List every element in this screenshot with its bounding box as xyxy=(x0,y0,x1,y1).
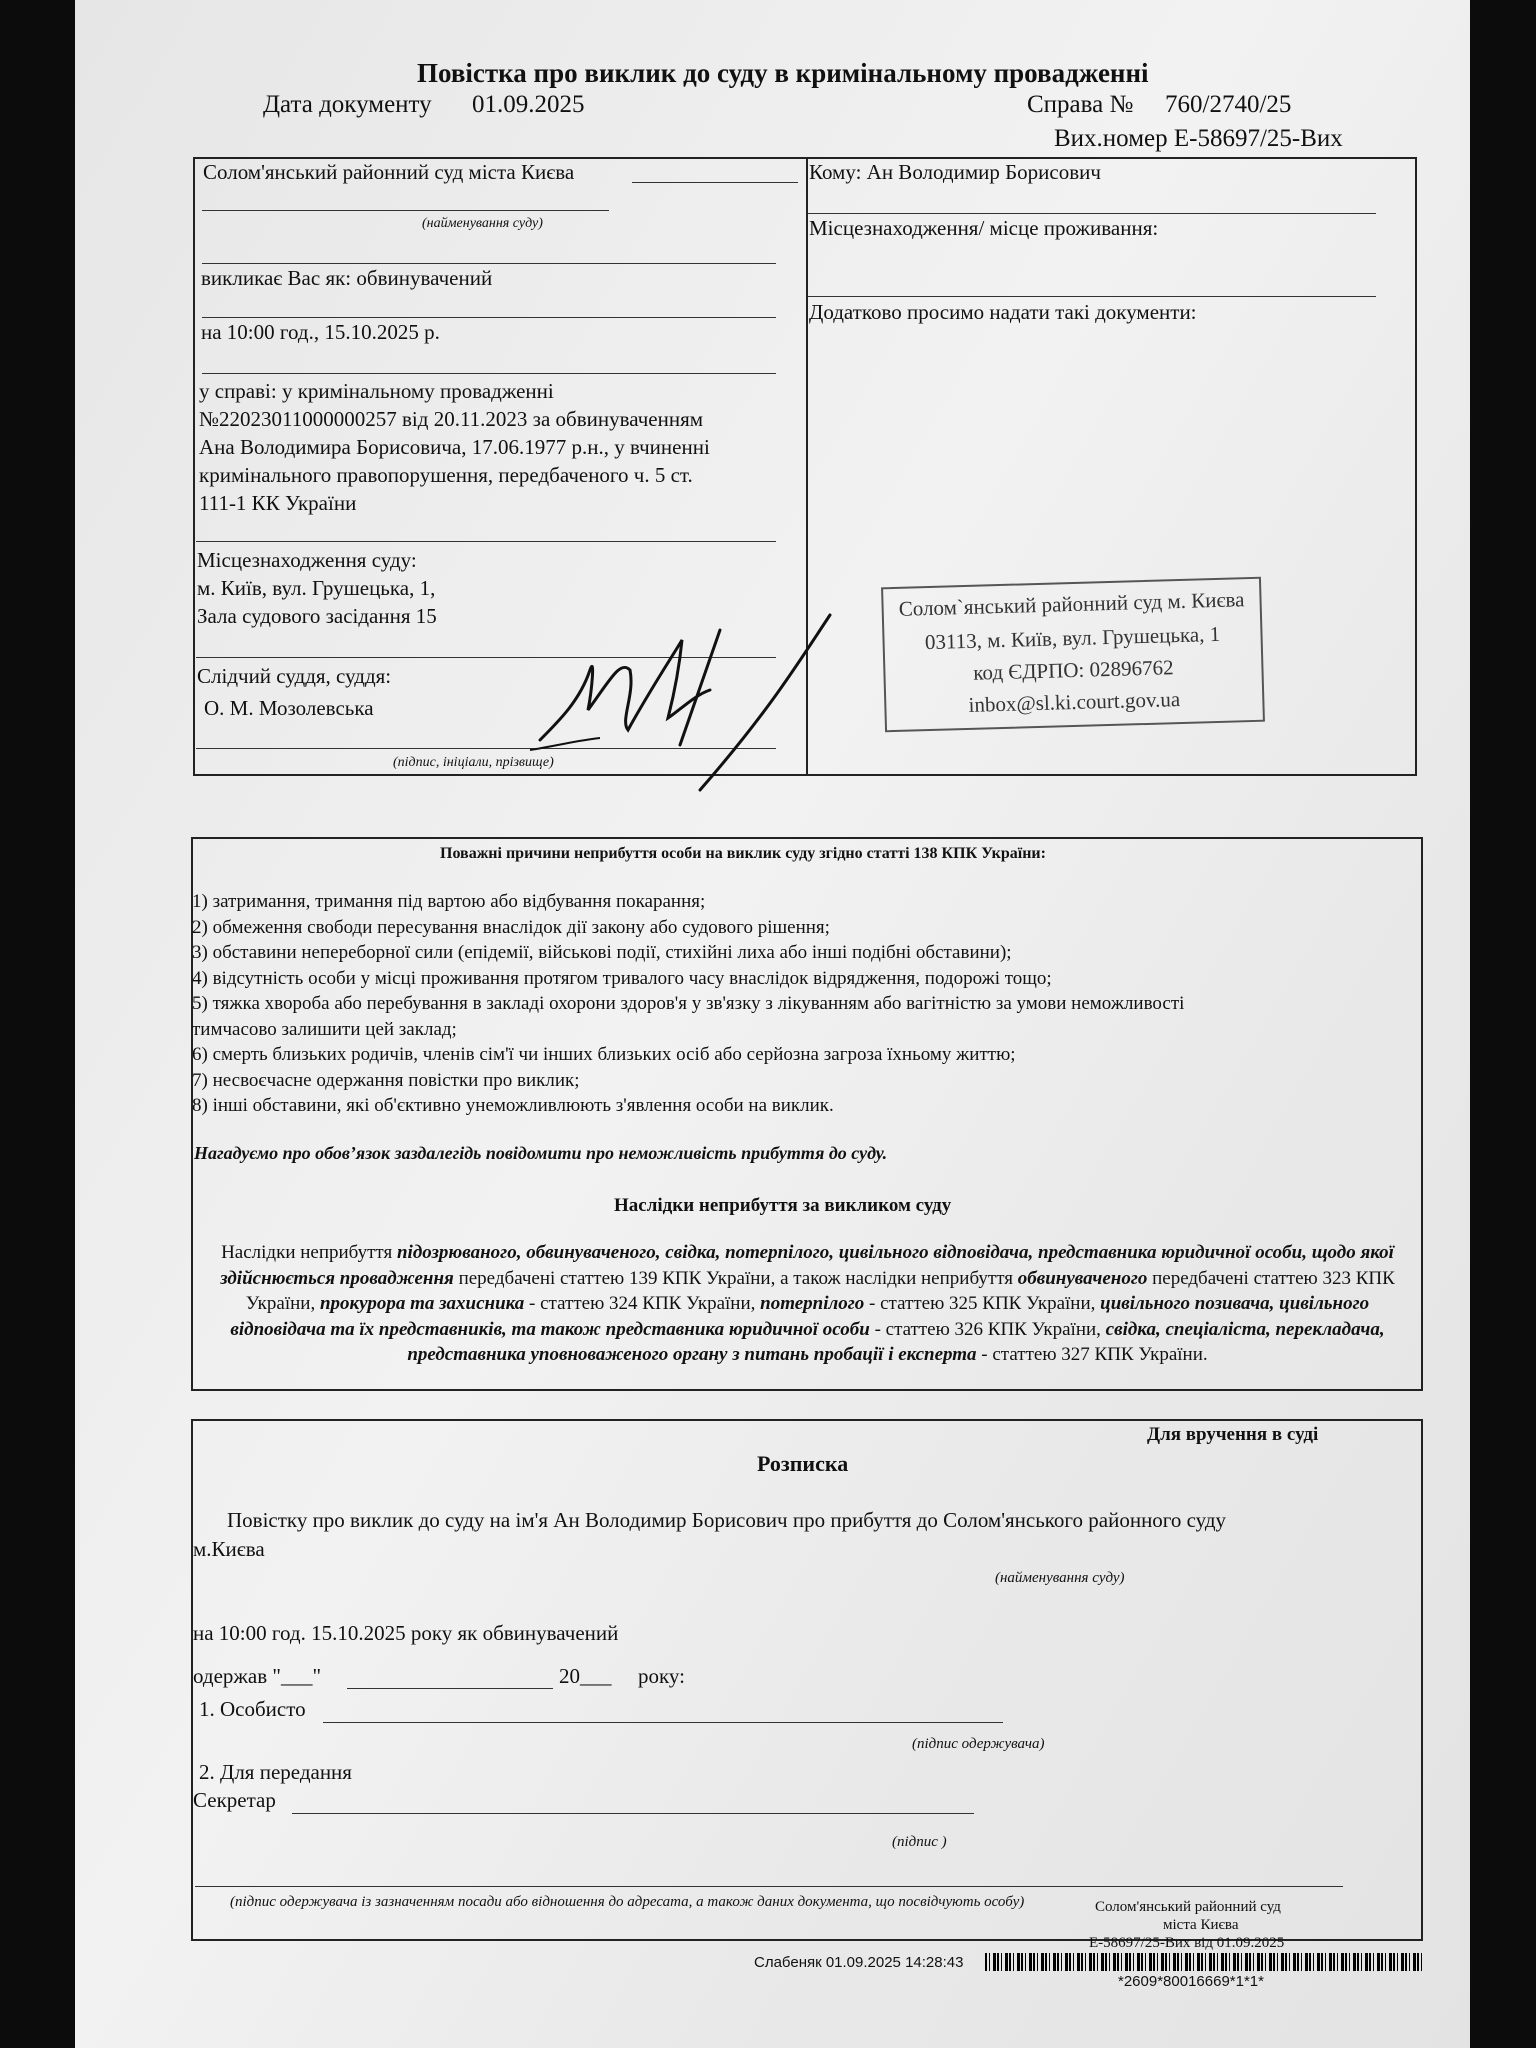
receipt-box xyxy=(191,1419,1423,1941)
consequences-emphasis: свідка, спеціаліста, перекладача, представника уповноваженого органу з питань пробації і експерта xyxy=(407,1318,1385,1365)
court-stamp xyxy=(881,577,1265,733)
consequences-part: Наслідки неприбуття xyxy=(221,1242,397,1263)
document-title: Повістка про виклик до суду в кримінальному провадженні xyxy=(417,58,1149,88)
personal-label: 1. Особисто xyxy=(199,1697,306,1721)
barcode-icon xyxy=(985,1953,1425,1971)
receipt-title: Розписка xyxy=(757,1451,849,1476)
case-line: Ана Володимира Борисовича, 17.06.1977 р.н., у вчиненні xyxy=(199,435,710,459)
recipient-sign-caption: (підпис одержувача) xyxy=(912,1736,1045,1752)
addressee: Кому: Ан Володимир Борисович xyxy=(809,160,1101,184)
case-line: у справі: у кримінальному провадженні xyxy=(199,379,554,403)
case-description xyxy=(199,377,799,517)
receipt-time: на 10:00 год. 15.10.2025 року як обвинувачений xyxy=(193,1621,619,1645)
sign-caption: (підпис ) xyxy=(892,1834,947,1850)
for-delivery-label: Для вручення в суді xyxy=(1147,1424,1319,1445)
secretary-label: Секретар xyxy=(193,1788,276,1812)
reason-item: 4) відсутність особи у місці проживання протягом тривалого часу внаслідок відрядження, подорожі тощо; xyxy=(192,967,1052,989)
registry-court-line1: Солом'янський районний суд xyxy=(1095,1899,1281,1915)
reason-item: 5) тяжка хвороба або перебування в закладі охорони здоров'я у зв'язку з лікуванням або вагітністю за умови неможливості xyxy=(192,993,1185,1014)
location-label: Місцезнаходження суду: xyxy=(197,548,417,572)
reason-item: 3) обставини непереборної сили (епідемії, військові події, стихійні лиха або інші подібні обставини); xyxy=(192,942,1012,963)
court-name-line2 xyxy=(202,210,609,211)
consequences-part: - статтею 326 КПК України, xyxy=(869,1318,1106,1340)
reason-item: 7) несвоєчасне одержання повістки про виклик; xyxy=(192,1069,580,1091)
stamp-line: inbox@sl.ki.court.gov.ua xyxy=(968,687,1181,717)
judge-name: О. М. Мозолевська xyxy=(204,696,374,720)
judge-label: Слідчий суддя, суддя: xyxy=(197,664,392,688)
rule-r1 xyxy=(808,213,1376,214)
date-label: Дата документу xyxy=(263,91,432,118)
court-name: Солом'янський районний суд міста Києва xyxy=(203,160,575,184)
consequences-part: - статтею 324 КПК України, xyxy=(524,1293,761,1314)
footer-line xyxy=(195,1886,1343,1887)
stamp-line: Солом`янський районний суд м. Києва xyxy=(898,587,1245,621)
judge-signature xyxy=(520,600,890,800)
consequences-title: Наслідки неприбуття за викликом суду xyxy=(614,1195,952,1216)
registry-court-line2: міста Києва xyxy=(1163,1917,1239,1933)
documents-label: Додатково просимо надати такі документи: xyxy=(809,300,1197,324)
rule-1 xyxy=(202,263,776,264)
barcode-text: *2609*80016669*1*1* xyxy=(1118,1973,1264,1990)
year-prefix: 20___ xyxy=(559,1664,612,1688)
date-value: 01.09.2025 xyxy=(472,91,585,118)
consequences-part: - статтею 327 КПК України. xyxy=(976,1344,1208,1365)
consequences-emphasis: обвинуваченого xyxy=(1017,1267,1148,1289)
reason-item: 8) інші обставини, які об'єктивно унеможливлюють з'явлення особи на виклик. xyxy=(192,1095,834,1116)
reasons-title: Поважні причини неприбуття особи на виклик суду згідно статті 138 КПК України: xyxy=(440,845,1046,862)
registry-number: Е-58697/25-Вих від 01.09.2025 xyxy=(1089,1935,1285,1951)
received-date-line xyxy=(347,1688,553,1689)
case-line: кримінального правопорушення, передбаченого ч. 5 ст. xyxy=(199,463,693,487)
courtroom: Зала судового засідання 15 xyxy=(197,604,437,628)
reason-item: 2) обмеження свободи пересування внаслідок дії закону або судового рішення; xyxy=(192,916,830,938)
year-word: року: xyxy=(638,1664,685,1688)
stamp-line: код ЄДРПО: 02896762 xyxy=(973,655,1174,685)
personal-line xyxy=(323,1722,1003,1723)
consequences-text xyxy=(200,1240,1415,1368)
secretary-line xyxy=(292,1813,974,1814)
case-number: 760/2740/25 xyxy=(1165,91,1292,118)
signature-caption: (підпис, ініціали, прізвище) xyxy=(393,755,554,770)
reasons-list xyxy=(192,889,1184,1119)
consequences-emphasis: цивільного позивача, цивільного відповідача та їх представників, та також представника юридичної особи xyxy=(230,1293,1370,1340)
consequences-emphasis: прокурора та захисника xyxy=(319,1293,525,1314)
receipt-line: Повістку про виклик до суду на ім'я Ан Володимир Борисович про прибуття до Солом'янського районного суду xyxy=(227,1508,1227,1532)
summons-role: викликає Вас як: обвинувачений xyxy=(201,266,493,290)
rule-r2 xyxy=(808,296,1376,297)
consequences-part: - статтею 325 КПК України, xyxy=(864,1293,1101,1314)
reason-item: 6) смерть близьких родичів, членів сім'ї чи інших близьких осіб або серйозна загроза їхньому життю; xyxy=(192,1044,1016,1065)
receipt-court: м.Києва xyxy=(193,1537,265,1561)
rule-3 xyxy=(202,373,776,374)
footer-caption: (підпис одержувача із зазначенням посади або відношення до адресата, а також даних документа, що посвідчують особу) xyxy=(230,1894,1025,1910)
transfer-label: 2. Для передання xyxy=(199,1760,352,1784)
reason-item: тимчасово залишити цей заклад; xyxy=(192,1018,457,1040)
stamp-line: 03113, м. Київ, вул. Грушецька, 1 xyxy=(924,621,1221,655)
court-caption: (найменування суду) xyxy=(422,216,543,231)
consequences-part: передбачені статтею 323 КПК України, xyxy=(245,1267,1395,1314)
residence-label: Місцезнаходження/ місце проживання: xyxy=(809,216,1159,240)
printed-by: Слабеняк 01.09.2025 14:28:43 xyxy=(754,1954,964,1971)
case-line: 111-1 КК України xyxy=(199,491,357,515)
case-label: Справа № xyxy=(1027,91,1134,118)
court-name-underline xyxy=(632,182,798,183)
consequences-emphasis: потерпілого xyxy=(760,1293,865,1314)
hearing-time: на 10:00 год., 15.10.2025 р. xyxy=(201,320,440,344)
consequences-emphasis: підозрюваного, обвинуваченого, свідка, потерпілого, цивільного відповідача, представника юридичної особи, щодо якої здійснюється провадження xyxy=(220,1242,1394,1289)
outgoing-number: Вих.номер Е-58697/25-Вих xyxy=(1054,125,1343,152)
rule-2 xyxy=(202,317,776,318)
rule-4 xyxy=(196,541,776,542)
case-line: №22023011000000257 від 20.11.2023 за обвинуваченням xyxy=(199,407,704,431)
reason-item: 1) затримання, тримання під вартою або відбування покарання; xyxy=(192,891,706,912)
receipt-court-caption: (найменування суду) xyxy=(995,1570,1125,1586)
reminder-text: Нагадуємо про обов’язок заздалегідь повідомити про неможливість прибуття до суду. xyxy=(194,1143,888,1163)
location-address: м. Київ, вул. Грушецька, 1, xyxy=(197,576,436,600)
consequences-part: передбачені статтею 139 КПК України, а також наслідки неприбуття xyxy=(453,1267,1018,1289)
received-label: одержав "___" xyxy=(193,1664,322,1688)
